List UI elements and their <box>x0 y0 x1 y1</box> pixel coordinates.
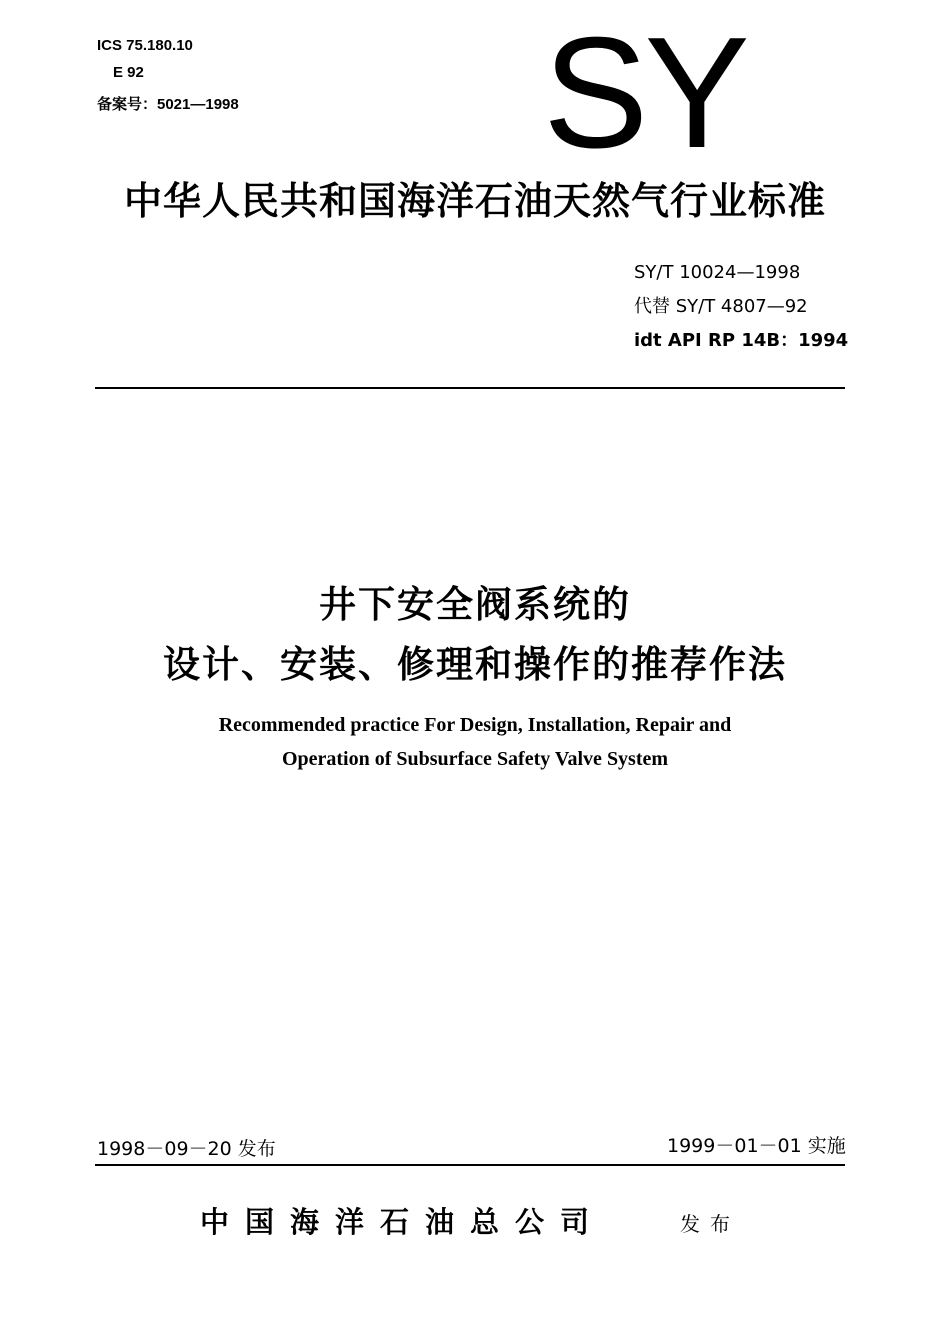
replaces-standard: 代替 SY/T 4807—92 <box>634 296 808 317</box>
standard-number: SY/T 10024—1998 <box>634 262 801 283</box>
title-cn-line1: 井下安全阀系统的 <box>319 583 631 626</box>
issue-date: 1998－09－20 发布 <box>97 1138 276 1160</box>
publish-label: 发布 <box>680 1212 740 1236</box>
effective-date: 1999－01－01 实施 <box>667 1135 846 1157</box>
header-divider <box>95 387 845 389</box>
title-en-line1: Recommended practice For Design, Installation, Repair and <box>218 714 732 736</box>
filing-number: 备案号：5021—1998 <box>97 96 239 113</box>
ics-code: ICS 75.180.10 <box>97 37 193 54</box>
title-cn-line2: 设计、安装、修理和操作的推荐作法 <box>163 643 787 686</box>
footer-divider <box>95 1164 845 1166</box>
sy-logo: SY <box>543 5 746 181</box>
identical-standard: idt API RP 14B：1994 <box>634 330 849 351</box>
title-en-line2: Operation of Subsurface Safety Valve System <box>281 748 669 770</box>
publisher-name: 中国海洋石油总公司 <box>200 1205 606 1239</box>
industry-standard-title: 中华人民共和国海洋石油天然气行业标准 <box>123 179 826 223</box>
classification-code: E 92 <box>113 64 144 81</box>
standard-numbers <box>634 256 848 358</box>
